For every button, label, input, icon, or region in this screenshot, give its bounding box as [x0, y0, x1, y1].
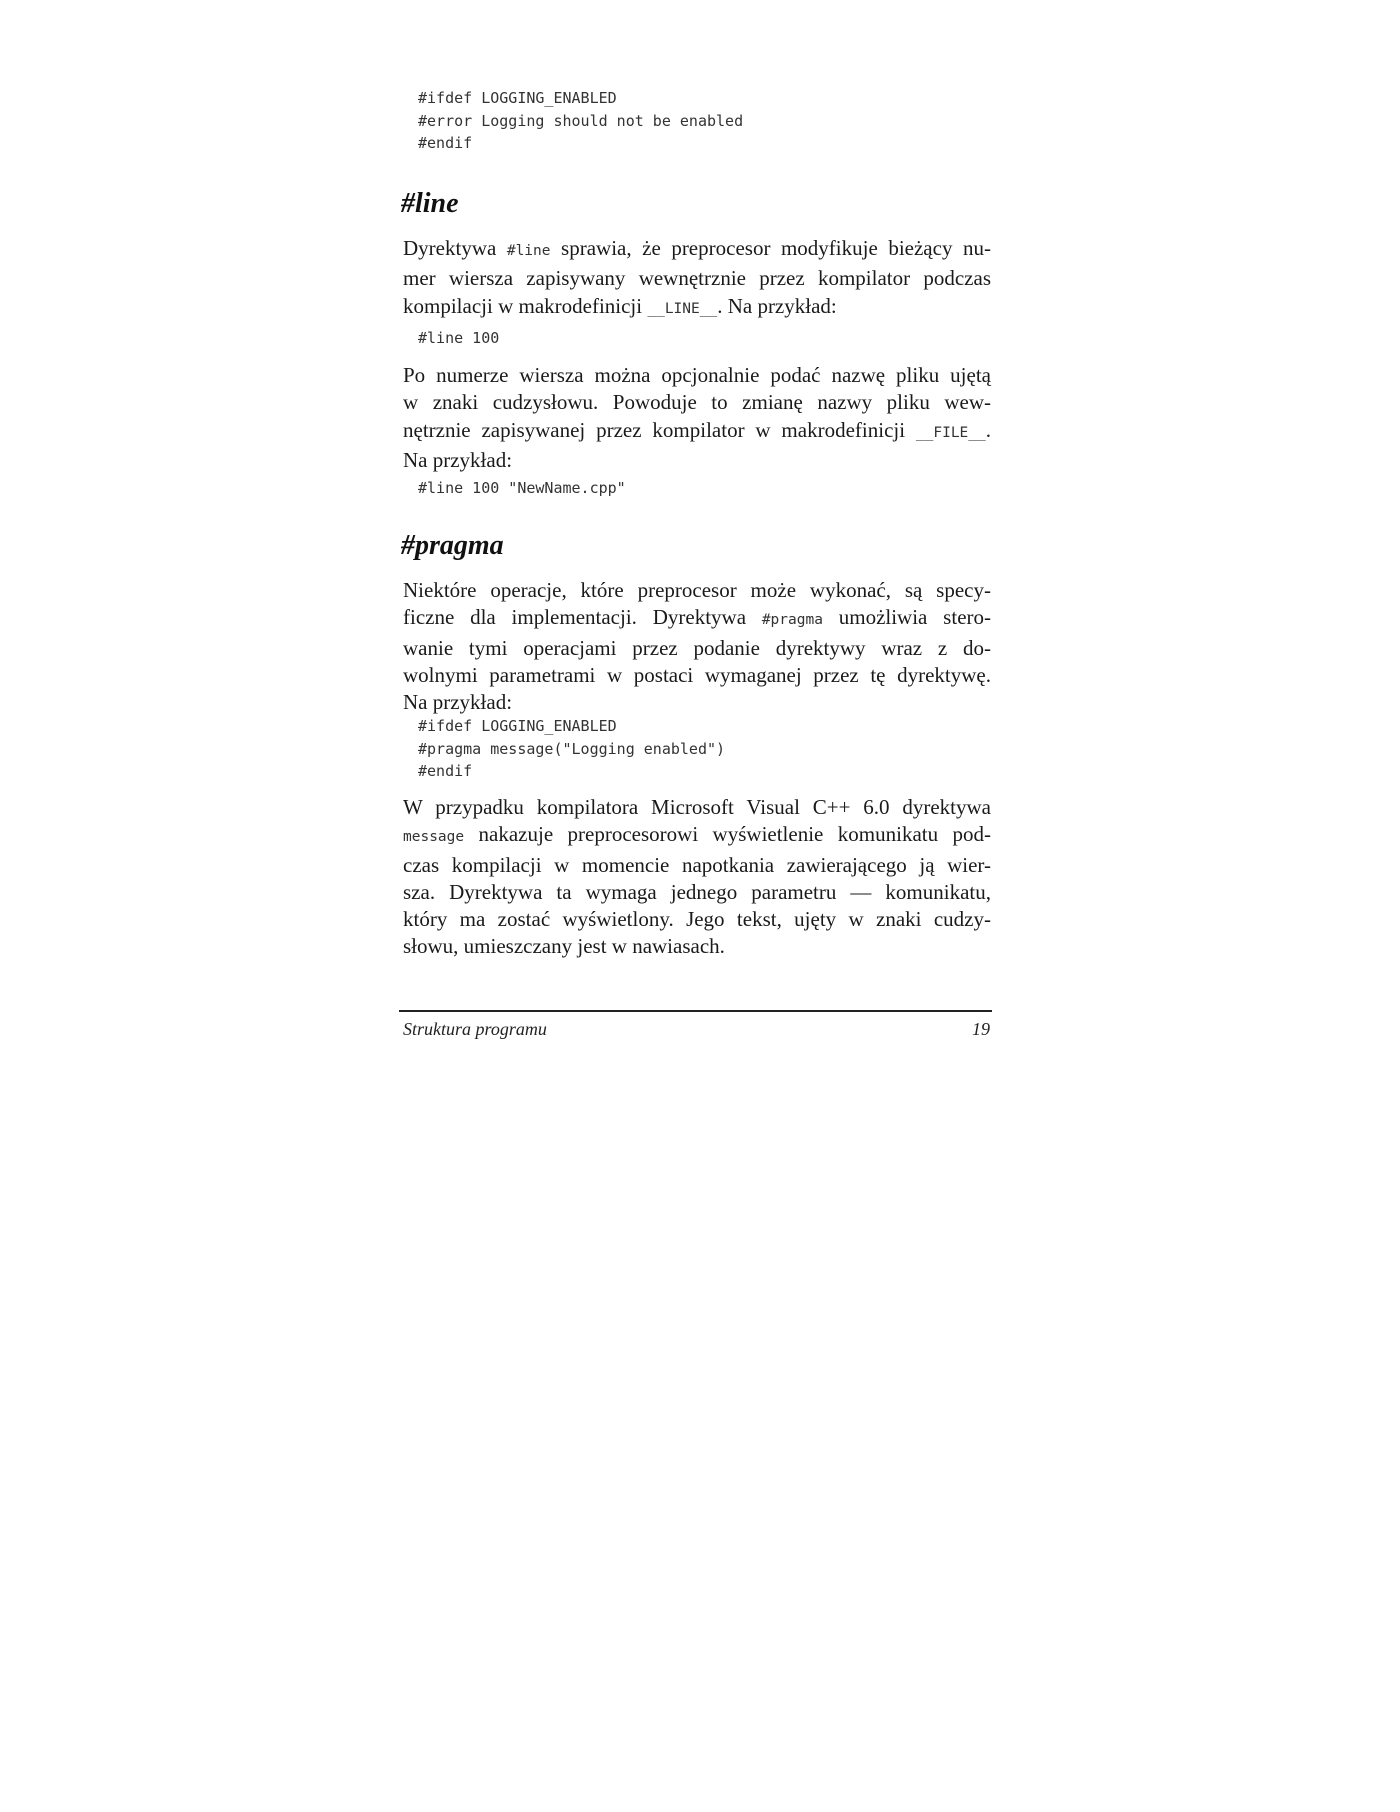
code-line: #ifdef LOGGING_ENABLED	[418, 89, 617, 107]
text-line: Niektóre operacje, które preprocesor może wykonać, są specy-	[403, 578, 991, 602]
inline-code: __FILE__	[915, 424, 986, 441]
paragraph-pragma-message	[403, 794, 991, 961]
section-heading-line: #line	[401, 188, 459, 219]
inline-code: __LINE__	[647, 300, 718, 317]
text-line: kompilacji w makrodefinicji __LINE__. Na przykład:	[403, 293, 837, 318]
footer-chapter-title: Struktura programu	[403, 1019, 547, 1039]
text-line: mer wiersza zapisywany wewnętrznie przez kompilator podczas	[403, 266, 991, 291]
code-line: #endif	[418, 134, 473, 152]
text-line: słowu, umieszczany jest w nawiasach.	[403, 934, 725, 959]
code-line: #endif	[418, 762, 473, 780]
paragraph-line-intro	[403, 235, 991, 323]
paragraph-pragma-intro	[403, 577, 991, 716]
text-line: Dyrektywa #line sprawia, że preprocesor modyfikuje bieżący nu-	[403, 236, 991, 260]
code-block-ifdef-error	[418, 87, 743, 155]
text-line: ficzne dla implementacji. Dyrektywa #pragma umożliwia stero-	[403, 605, 991, 630]
paragraph-line-filename	[403, 362, 991, 474]
text-line: wanie tymi operacjami przez podanie dyrektywy wraz z do-	[403, 635, 991, 660]
text-line: nętrznie zapisywanej przez kompilator w makrodefinicji __FILE__.	[403, 417, 991, 442]
footer-rule	[399, 1010, 992, 1012]
text-line: W przypadku kompilatora Microsoft Visual C++ 6.0 dyrektywa	[403, 795, 991, 819]
inline-code: #pragma	[761, 612, 823, 629]
page-number: 19	[972, 1019, 990, 1039]
text-line: w znaki cudzysłowu. Powoduje to zmianę nazwy pliku wew-	[403, 390, 991, 415]
code-line-newname: #line 100 "NewName.cpp"	[418, 479, 626, 497]
code-line-100: #line 100	[418, 329, 500, 347]
text-line: Na przykład:	[403, 447, 513, 472]
text-line: czas kompilacji w momencie napotkania zawierającego ją wier-	[403, 852, 991, 877]
text-line: wolnymi parametrami w postaci wymaganej przez tę dyrektywę.	[403, 662, 991, 687]
code-line: #ifdef LOGGING_ENABLED	[418, 717, 617, 735]
section-heading-pragma: #pragma	[401, 530, 504, 561]
inline-code: #line	[506, 243, 551, 259]
code-line: #pragma message("Logging enabled")	[418, 739, 726, 758]
text-line: Na przykład:	[403, 690, 513, 715]
text-line: sza. Dyrektywa ta wymaga jednego parametru — komunikatu,	[403, 879, 991, 904]
text-line: Po numerze wiersza można opcjonalnie podać nazwę pliku ujętą	[403, 363, 991, 387]
code-block-pragma	[418, 715, 725, 783]
inline-code: message	[403, 829, 465, 846]
text-line: który ma zostać wyświetlony. Jego tekst, ujęty w znaki cudzy-	[403, 907, 991, 932]
code-line: #error Logging should not be enabled	[418, 111, 744, 130]
text-line: message nakazuje preprocesorowi wyświetlenie komunikatu pod-	[403, 822, 991, 847]
